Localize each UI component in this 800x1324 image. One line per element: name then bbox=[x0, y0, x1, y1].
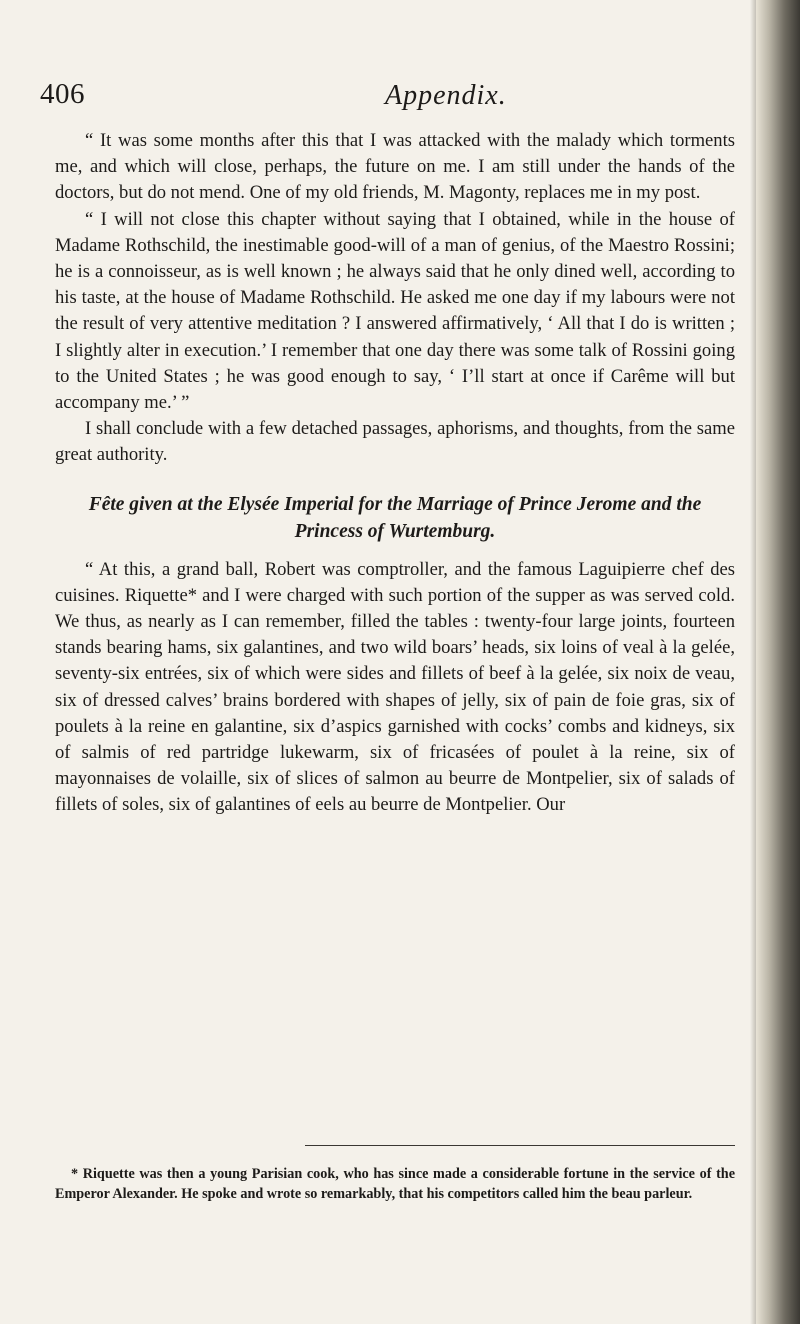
running-head: Appendix. bbox=[385, 80, 507, 111]
section-heading: Fête given at the Elysée Imperial for the Marriage of Prince Jerome and the Princess of Wurtemburg. bbox=[88, 493, 702, 542]
footnote bbox=[55, 1165, 735, 1204]
paragraph-rossini: “ I will not close this chapter without saying that I obtained, while in the house of Madame Rothschild, the inestimable good-will of a man of genius, of the Maestro Rossini; he is a connoisseur, as is well known ; he always said that he only dined well, according to his taste, at the house of Madame Rothschild. He asked me one day if my labours were not the result of very attentive meditation ? I answered affirmatively, ‘ All that I do is written ; I slightly alter in execution.’ I remember that one day there was some talk of Rossini going to the United States ; he was good enough to say, ‘ I’ll start at once if Carême will but accompany me.’ ” bbox=[55, 208, 735, 414]
footnote-text: * Riquette was then a young Parisian cook, who has since made a considerable fortune in the service of the Emperor Alexander. He spoke and wrote so remarkably, that his competitors called him the beau parleur. bbox=[55, 1166, 735, 1202]
paragraph-malady: “ It was some months after this that I was attacked with the malady which torments me, and which will close, perhaps, the future on me. I am still under the hands of the doctors, but do not mend. One of my old friends, M. Magonty, replaces me in my post. bbox=[55, 130, 735, 204]
page-header bbox=[40, 78, 740, 118]
paragraph-conclude: I shall conclude with a few detached passages, aphorisms, and thoughts, from the same great authority. bbox=[55, 418, 735, 466]
footnote-divider bbox=[305, 1145, 735, 1146]
book-gutter bbox=[756, 0, 800, 1324]
page-number: 406 bbox=[40, 78, 85, 110]
paragraph-fete: “ At this, a grand ball, Robert was comptroller, and the famous Laguipierre chef des cuisines. Riquette* and I were charged with such portion of the supper as was served cold. We thus, as nearly as I can remember, filled the tables : twenty-four large joints, fourteen stands bearing hams, six galantines, and two wild boars’ heads, six loins of veal à la gelée, seventy-six entrées, six of which were sides and fillets of beef à la gelée, six noix de veau, six of dressed calves’ brains bordered with shapes of jelly, six of pain de foie gras, six of poulets à la reine en galantine, six d’aspics garnished with cocks’ combs and kidneys, six of salmis of red partridge lukewarm, six of fricasées of poulet à la reine, six of mayonnaises de volaille, six of slices of salmon au beurre de Montpelier, six of salads of fillets of soles, six of galantines of eels au beurre de Montpelier. Our bbox=[55, 558, 735, 816]
main-text bbox=[55, 128, 735, 819]
